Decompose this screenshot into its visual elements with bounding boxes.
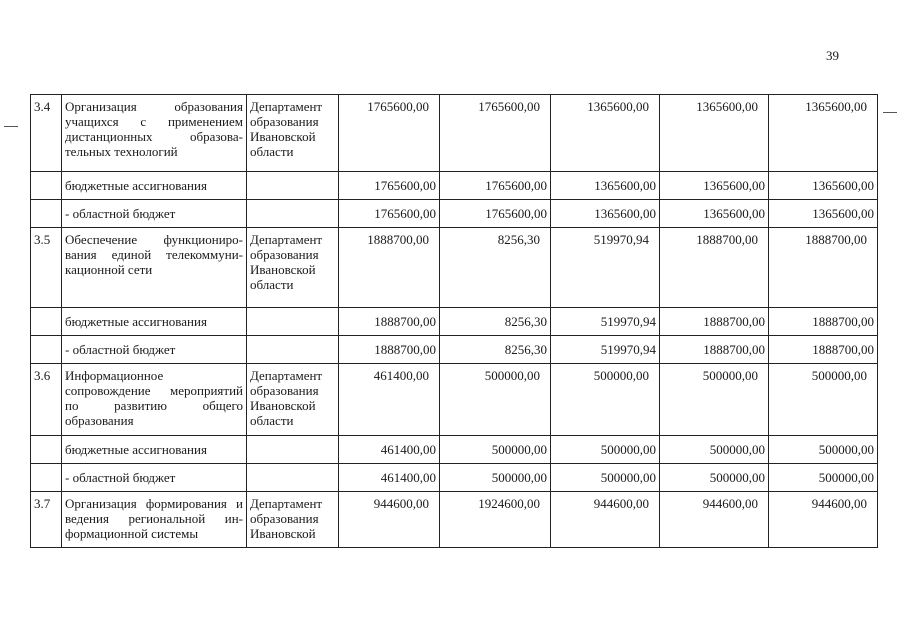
scan-mark — [883, 112, 897, 113]
table-body — [31, 95, 878, 548]
item-department: Департамент образования Ивановской — [247, 492, 339, 548]
year-value-1: 1765600,00 — [339, 200, 440, 228]
year-value-2: 1765600,00 — [440, 95, 551, 172]
funding-label: - областной бюджет — [62, 464, 247, 492]
year-value-2: 8256,30 — [440, 308, 551, 336]
year-value-1: 1888700,00 — [339, 308, 440, 336]
item-name: Организация образования учащихся с применением дистанционных образова-тельных технологий — [62, 95, 247, 172]
year-value-5: 1365600,00 — [769, 200, 878, 228]
funding-label: бюджетные ассигнования — [62, 172, 247, 200]
year-value-3: 500000,00 — [551, 436, 660, 464]
year-value-4: 500000,00 — [660, 364, 769, 436]
item-number: 3.7 — [31, 492, 62, 548]
year-value-3: 1365600,00 — [551, 172, 660, 200]
table-row-funding — [31, 336, 878, 364]
year-value-3: 519970,94 — [551, 308, 660, 336]
year-value-2: 1765600,00 — [440, 200, 551, 228]
year-value-5: 1888700,00 — [769, 228, 878, 308]
funding-label: - областной бюджет — [62, 336, 247, 364]
year-value-1: 461400,00 — [339, 464, 440, 492]
year-value-1: 944600,00 — [339, 492, 440, 548]
empty-number-cell — [31, 308, 62, 336]
item-department: Департамент образования Ивановской области — [247, 228, 339, 308]
funding-label: бюджетные ассигнования — [62, 308, 247, 336]
empty-number-cell — [31, 436, 62, 464]
year-value-5: 944600,00 — [769, 492, 878, 548]
year-value-1: 1888700,00 — [339, 336, 440, 364]
year-value-4: 1888700,00 — [660, 336, 769, 364]
funding-label: бюджетные ассигнования — [62, 436, 247, 464]
year-value-5: 1365600,00 — [769, 172, 878, 200]
year-value-3: 519970,94 — [551, 336, 660, 364]
year-value-5: 500000,00 — [769, 464, 878, 492]
table-row-funding — [31, 200, 878, 228]
year-value-1: 1765600,00 — [339, 172, 440, 200]
year-value-4: 944600,00 — [660, 492, 769, 548]
year-value-3: 944600,00 — [551, 492, 660, 548]
table-row-item — [31, 228, 878, 308]
table-row-funding — [31, 308, 878, 336]
year-value-5: 1888700,00 — [769, 336, 878, 364]
item-number: 3.5 — [31, 228, 62, 308]
scan-mark — [4, 126, 18, 127]
item-department: Департамент образования Ивановской области — [247, 364, 339, 436]
year-value-2: 1765600,00 — [440, 172, 551, 200]
year-value-5: 1888700,00 — [769, 308, 878, 336]
page-number: 39 — [826, 48, 839, 63]
year-value-1: 461400,00 — [339, 436, 440, 464]
item-department: Департамент образования Ивановской области — [247, 95, 339, 172]
table-row-funding — [31, 436, 878, 464]
year-value-2: 500000,00 — [440, 464, 551, 492]
table-row-item — [31, 364, 878, 436]
item-name: Организация формирования и ведения региональной ин-формационной системы — [62, 492, 247, 548]
empty-department-cell — [247, 436, 339, 464]
year-value-4: 1365600,00 — [660, 200, 769, 228]
empty-number-cell — [31, 464, 62, 492]
year-value-3: 519970,94 — [551, 228, 660, 308]
year-value-4: 500000,00 — [660, 464, 769, 492]
empty-number-cell — [31, 336, 62, 364]
year-value-5: 500000,00 — [769, 364, 878, 436]
table-row-funding — [31, 172, 878, 200]
year-value-4: 1365600,00 — [660, 172, 769, 200]
empty-department-cell — [247, 464, 339, 492]
empty-department-cell — [247, 336, 339, 364]
item-name: Обеспечение функциониро-вания единой телекоммуни-кационной сети — [62, 228, 247, 308]
year-value-4: 1888700,00 — [660, 308, 769, 336]
empty-number-cell — [31, 172, 62, 200]
year-value-5: 1365600,00 — [769, 95, 878, 172]
funding-label: - областной бюджет — [62, 200, 247, 228]
year-value-2: 8256,30 — [440, 228, 551, 308]
year-value-4: 1365600,00 — [660, 95, 769, 172]
year-value-2: 8256,30 — [440, 336, 551, 364]
year-value-1: 461400,00 — [339, 364, 440, 436]
empty-department-cell — [247, 308, 339, 336]
year-value-4: 1888700,00 — [660, 228, 769, 308]
empty-department-cell — [247, 172, 339, 200]
item-number: 3.6 — [31, 364, 62, 436]
empty-number-cell — [31, 200, 62, 228]
year-value-1: 1888700,00 — [339, 228, 440, 308]
table-row-item — [31, 95, 878, 172]
year-value-3: 1365600,00 — [551, 95, 660, 172]
year-value-2: 500000,00 — [440, 364, 551, 436]
year-value-3: 500000,00 — [551, 464, 660, 492]
year-value-4: 500000,00 — [660, 436, 769, 464]
year-value-3: 1365600,00 — [551, 200, 660, 228]
item-name: Информационное сопровождение мероприятий по развитию общего образования — [62, 364, 247, 436]
year-value-2: 500000,00 — [440, 436, 551, 464]
year-value-2: 1924600,00 — [440, 492, 551, 548]
item-number: 3.4 — [31, 95, 62, 172]
year-value-3: 500000,00 — [551, 364, 660, 436]
table-row-funding — [31, 464, 878, 492]
table-row-item — [31, 492, 878, 548]
empty-department-cell — [247, 200, 339, 228]
year-value-1: 1765600,00 — [339, 95, 440, 172]
budget-table — [30, 94, 878, 548]
year-value-5: 500000,00 — [769, 436, 878, 464]
